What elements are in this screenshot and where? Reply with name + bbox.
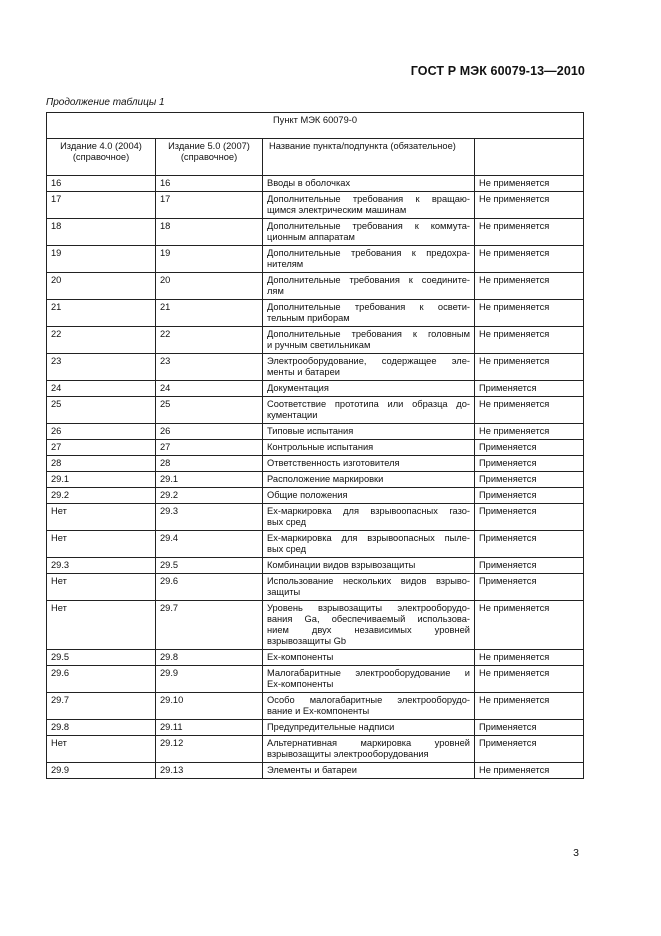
edition-5-clause-cell: 29.8	[156, 650, 263, 666]
clause-name-cell: Вводы в оболочках	[263, 176, 475, 192]
table-row	[47, 763, 584, 779]
edition-4-clause-cell: 29.7	[47, 693, 156, 720]
edition-5-clause-cell: 25	[156, 397, 263, 424]
status-cell: Применяется	[475, 720, 584, 736]
edition-4-clause-cell: 19	[47, 246, 156, 273]
table-row	[47, 531, 584, 558]
edition-4-clause-cell: 21	[47, 300, 156, 327]
page-number: 3	[573, 847, 579, 859]
table-row	[47, 327, 584, 354]
table-row	[47, 693, 584, 720]
clause-name-cell: Дополнительные требования к головным и ручным светильникам	[263, 327, 475, 354]
status-cell: Применяется	[475, 440, 584, 456]
clause-name-cell: Альтернативная маркировка уровней взрывозащиты электрооборудования	[263, 736, 475, 763]
table-row	[47, 192, 584, 219]
table-row	[47, 176, 584, 192]
status-cell: Не применяется	[475, 246, 584, 273]
clause-name-cell: Ex-маркировка для взрывоопасных пыле- вых сред	[263, 531, 475, 558]
edition-5-clause-cell: 29.13	[156, 763, 263, 779]
status-cell: Применяется	[475, 504, 584, 531]
table-row	[47, 472, 584, 488]
clause-name-cell: Дополнительные требования к предохра- нителям	[263, 246, 475, 273]
clause-name-cell: Элементы и батареи	[263, 763, 475, 779]
table-group-header-row	[47, 113, 584, 139]
clause-name-cell: Документация	[263, 381, 475, 397]
edition-4-clause-cell: 29.2	[47, 488, 156, 504]
document-title: ГОСТ Р МЭК 60079-13—2010	[410, 64, 585, 78]
status-cell: Применяется	[475, 472, 584, 488]
edition-5-clause-cell: 29.6	[156, 574, 263, 601]
table-body	[47, 176, 584, 779]
edition-4-clause-cell: 27	[47, 440, 156, 456]
status-cell: Применяется	[475, 381, 584, 397]
table-row	[47, 397, 584, 424]
column-header-clause-name: Название пункта/подпункта (обязательное)	[263, 139, 475, 176]
edition-5-clause-cell: 29.12	[156, 736, 263, 763]
edition-5-clause-cell: 23	[156, 354, 263, 381]
table-row	[47, 219, 584, 246]
clause-name-cell: Ex-компоненты	[263, 650, 475, 666]
status-cell: Не применяется	[475, 601, 584, 650]
clause-name-cell: Типовые испытания	[263, 424, 475, 440]
edition-5-clause-cell: 29.1	[156, 472, 263, 488]
edition-5-clause-cell: 16	[156, 176, 263, 192]
table-row	[47, 666, 584, 693]
edition-5-clause-cell: 29.9	[156, 666, 263, 693]
clause-name-cell: Дополнительные требования к освети- тельным приборам	[263, 300, 475, 327]
status-cell: Не применяется	[475, 666, 584, 693]
edition-5-clause-cell: 19	[156, 246, 263, 273]
status-cell: Не применяется	[475, 354, 584, 381]
edition-5-clause-cell: 20	[156, 273, 263, 300]
table-row	[47, 440, 584, 456]
edition-4-clause-cell: 29.8	[47, 720, 156, 736]
edition-4-clause-cell: 22	[47, 327, 156, 354]
clause-name-cell: Расположение маркировки	[263, 472, 475, 488]
status-cell: Не применяется	[475, 327, 584, 354]
clause-name-cell: Уровень взрывозащиты электрооборудо- вания Ga, обеспечиваемый использова- нием двух независимых уровней взрывозащиты Gb	[263, 601, 475, 650]
status-cell: Не применяется	[475, 176, 584, 192]
edition-4-clause-cell: 29.1	[47, 472, 156, 488]
status-cell: Не применяется	[475, 300, 584, 327]
edition-4-clause-cell: 29.9	[47, 763, 156, 779]
clause-name-cell: Общие положения	[263, 488, 475, 504]
table-row	[47, 424, 584, 440]
status-cell: Применяется	[475, 488, 584, 504]
edition-4-clause-cell: 29.6	[47, 666, 156, 693]
table-row	[47, 456, 584, 472]
clause-name-cell: Использование нескольких видов взрыво- защиты	[263, 574, 475, 601]
table-row	[47, 300, 584, 327]
edition-5-clause-cell: 26	[156, 424, 263, 440]
status-cell: Не применяется	[475, 219, 584, 246]
edition-4-clause-cell: Нет	[47, 736, 156, 763]
clause-name-cell: Комбинации видов взрывозащиты	[263, 558, 475, 574]
table-caption: Продолжение таблицы 1	[46, 97, 165, 108]
table-row	[47, 558, 584, 574]
status-cell: Не применяется	[475, 397, 584, 424]
status-cell: Не применяется	[475, 273, 584, 300]
edition-5-clause-cell: 17	[156, 192, 263, 219]
status-cell: Не применяется	[475, 693, 584, 720]
edition-5-clause-cell: 18	[156, 219, 263, 246]
edition-4-clause-cell: Нет	[47, 601, 156, 650]
column-header-status	[475, 139, 584, 176]
clause-name-cell: Ответственность изготовителя	[263, 456, 475, 472]
edition-5-clause-cell: 29.11	[156, 720, 263, 736]
status-cell: Применяется	[475, 736, 584, 763]
edition-4-clause-cell: 24	[47, 381, 156, 397]
status-cell: Не применяется	[475, 650, 584, 666]
table-row	[47, 504, 584, 531]
table-row	[47, 381, 584, 397]
clause-name-cell: Соответствие прототипа или образца до- кументации	[263, 397, 475, 424]
status-cell: Применяется	[475, 531, 584, 558]
clause-name-cell: Ex-маркировка для взрывоопасных газо- вых сред	[263, 504, 475, 531]
status-cell: Не применяется	[475, 424, 584, 440]
edition-5-clause-cell: 28	[156, 456, 263, 472]
edition-4-clause-cell: 17	[47, 192, 156, 219]
edition-4-clause-cell: 23	[47, 354, 156, 381]
edition-5-clause-cell: 29.7	[156, 601, 263, 650]
edition-4-clause-cell: 18	[47, 219, 156, 246]
edition-4-clause-cell: Нет	[47, 504, 156, 531]
table-column-header-row	[47, 139, 584, 176]
edition-4-clause-cell: 16	[47, 176, 156, 192]
edition-5-clause-cell: 27	[156, 440, 263, 456]
clause-name-cell: Дополнительные требования к вращаю- щимся электрическим машинам	[263, 192, 475, 219]
column-header-edition-4: Издание 4.0 (2004) (справочное)	[47, 139, 156, 176]
edition-5-clause-cell: 29.5	[156, 558, 263, 574]
table-row	[47, 720, 584, 736]
status-cell: Применяется	[475, 574, 584, 601]
edition-5-clause-cell: 24	[156, 381, 263, 397]
edition-5-clause-cell: 29.10	[156, 693, 263, 720]
clause-name-cell: Дополнительные требования к соедините- лям	[263, 273, 475, 300]
table-row	[47, 574, 584, 601]
clause-name-cell: Предупредительные надписи	[263, 720, 475, 736]
edition-4-clause-cell: Нет	[47, 531, 156, 558]
clause-name-cell: Малогабаритные электрооборудование и Ex-компоненты	[263, 666, 475, 693]
table-row	[47, 246, 584, 273]
edition-5-clause-cell: 29.4	[156, 531, 263, 558]
edition-4-clause-cell: 29.3	[47, 558, 156, 574]
status-cell: Применяется	[475, 456, 584, 472]
status-cell: Не применяется	[475, 763, 584, 779]
edition-5-clause-cell: 29.3	[156, 504, 263, 531]
column-header-edition-5: Издание 5.0 (2007) (справочное)	[156, 139, 263, 176]
edition-4-clause-cell: 26	[47, 424, 156, 440]
clause-table	[46, 112, 584, 779]
status-cell: Применяется	[475, 558, 584, 574]
table-row	[47, 601, 584, 650]
table-row	[47, 354, 584, 381]
table-row	[47, 736, 584, 763]
clause-name-cell: Дополнительные требования к коммута- ционным аппаратам	[263, 219, 475, 246]
clause-name-cell: Контрольные испытания	[263, 440, 475, 456]
clause-name-cell: Электрооборудование, содержащее эле- менты и батареи	[263, 354, 475, 381]
edition-4-clause-cell: 25	[47, 397, 156, 424]
clause-name-cell: Особо малогабаритные электрооборудо- вание и Ex-компоненты	[263, 693, 475, 720]
edition-5-clause-cell: 21	[156, 300, 263, 327]
edition-5-clause-cell: 29.2	[156, 488, 263, 504]
edition-4-clause-cell: 29.5	[47, 650, 156, 666]
table-row	[47, 488, 584, 504]
group-header: Пункт МЭК 60079-0	[47, 113, 584, 139]
edition-4-clause-cell: Нет	[47, 574, 156, 601]
edition-4-clause-cell: 20	[47, 273, 156, 300]
edition-4-clause-cell: 28	[47, 456, 156, 472]
status-cell: Не применяется	[475, 192, 584, 219]
edition-5-clause-cell: 22	[156, 327, 263, 354]
table-row	[47, 273, 584, 300]
table-row	[47, 650, 584, 666]
